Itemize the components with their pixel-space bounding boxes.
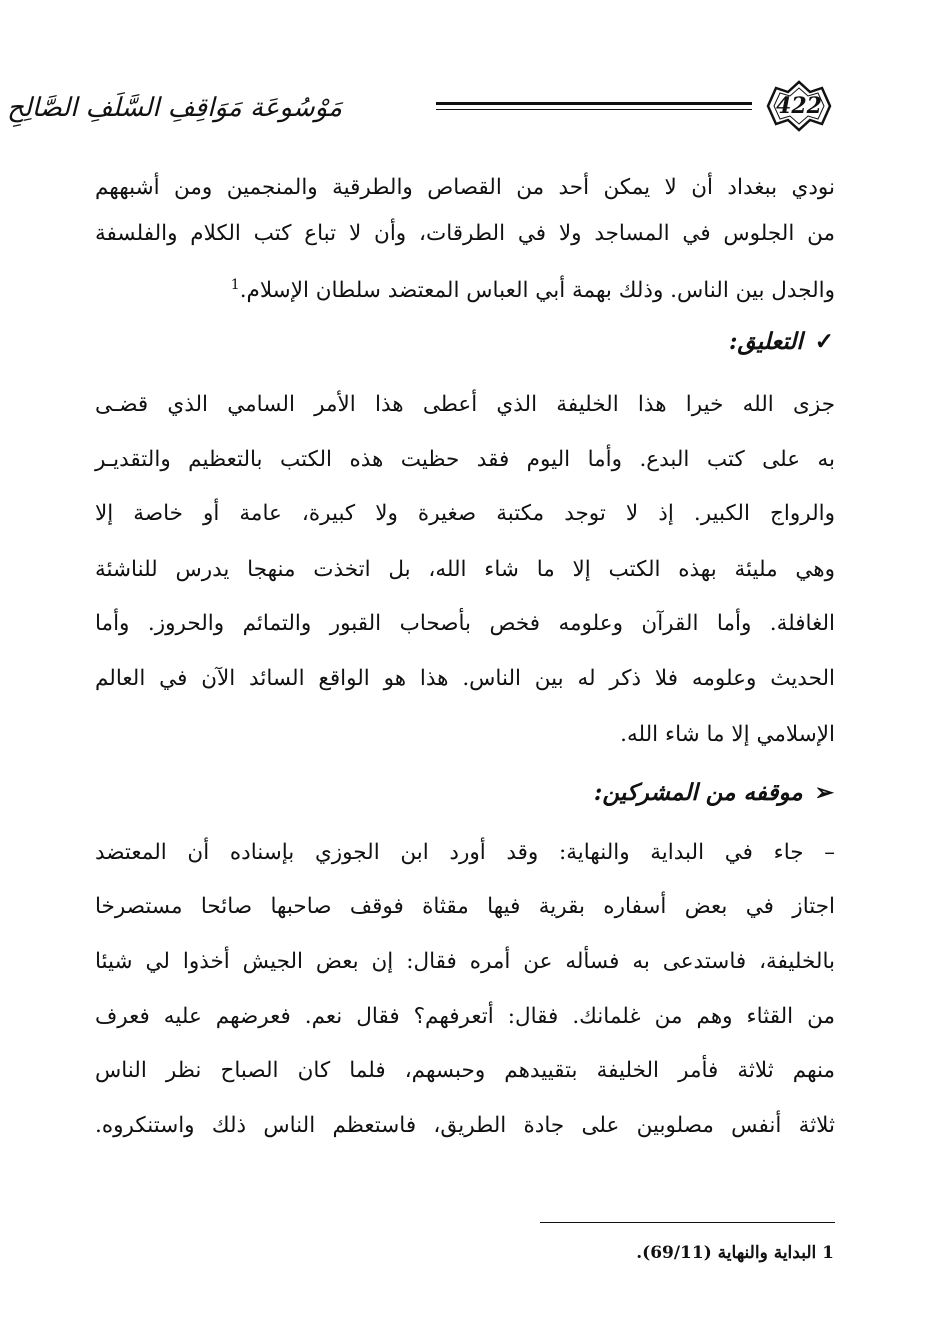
- text-line: والرواج الكبير. إذ لا توجد مكتبة صغيرة ولا كبيرة، عامة أو خاصة إلا: [95, 501, 835, 526]
- check-mark-icon: ✓: [814, 328, 834, 355]
- text-line: الإسلامي إلا ما شاء الله.: [620, 722, 835, 747]
- text-line: بالخليفة، فاستدعى به فسأله عن أمره فقال: إن بعض الجيش أخذوا لي شيئا: [95, 949, 835, 974]
- text-line: به على كتب البدع. وأما اليوم فقد حظيت هذه الكتب بالتعظيم والتقديـر: [95, 447, 835, 472]
- footnote: [234, 1236, 834, 1270]
- text-line: نودي ببغداد أن لا يمكن أحد من القصاص والطرقية والمنجمين ومن أشبههم: [95, 175, 835, 200]
- series-title: مَوْسُوعَة مَوَاقِفِ السَّلَفِ الصَّالِحِ: [7, 93, 342, 123]
- text-line: ثلاثة أنفس مصلوبين على جادة الطريق، فاستعظم الناس ذلك واستنكروه.: [95, 1113, 835, 1138]
- text-line: – جاء في البداية والنهاية: وقد أورد ابن الجوزي بإسناده أن المعتضد: [95, 840, 835, 865]
- footnote-reference: 1: [230, 277, 240, 293]
- header-rule: [436, 102, 752, 110]
- heading-text: موقفه من المشركين:: [593, 779, 803, 806]
- text-line: [95, 265, 835, 305]
- text-line: منهم ثلاثة فأمر الخليفة بتقييدهم وحبسهم، فلما كان الصباح نظر الناس: [95, 1058, 835, 1083]
- footnote-number: 1: [822, 1243, 834, 1263]
- text-line: اجتاز في بعض أسفاره بقرية فيها مقثاة فوقف صاحبها صائحا مستصرخا: [95, 894, 835, 919]
- text-line: من القثاء وهم من غلمانك. فقال: أتعرفهم؟ فقال نعم. فعرضهم عليه فعرف: [95, 1004, 835, 1029]
- text-line: جزى الله خيرا هذا الخليفة الذي أعطى هذا الأمر السامي الذي قضـى: [95, 392, 835, 417]
- heading-text: التعليق:: [729, 328, 803, 355]
- section-heading-commentary: [334, 322, 834, 362]
- section-heading-polytheists: [334, 773, 834, 813]
- footnote-text: البداية والنهاية (69/11).: [636, 1243, 817, 1263]
- text-line-content: والجدل بين الناس. وذلك بهمة أبي العباس المعتضد سلطان الإسلام.: [239, 278, 835, 304]
- text-line: الحديث وعلومه فلا ذكر له بين الناس. هذا هو الواقع السائد الآن في العالم: [95, 666, 835, 691]
- text-line: من الجلوس في المساجد ولا في الطرقات، وأن لا تباع كتب الكلام والفلسفة: [95, 221, 835, 246]
- text-line: الغافلة. وأما القرآن وعلومه فخص بأصحاب القبور والتمائم والحروز. وأما: [95, 611, 835, 636]
- arrow-bullet-icon: ➢: [814, 779, 834, 806]
- footnote-separator: [540, 1222, 835, 1223]
- page-number-badge: [758, 78, 840, 134]
- text-line: وهي مليئة بهذه الكتب إلا ما شاء الله، بل اتخذت منهجا يدرس للناشئة: [95, 557, 835, 582]
- page-number: 422: [776, 93, 822, 119]
- page-header: [7, 78, 840, 138]
